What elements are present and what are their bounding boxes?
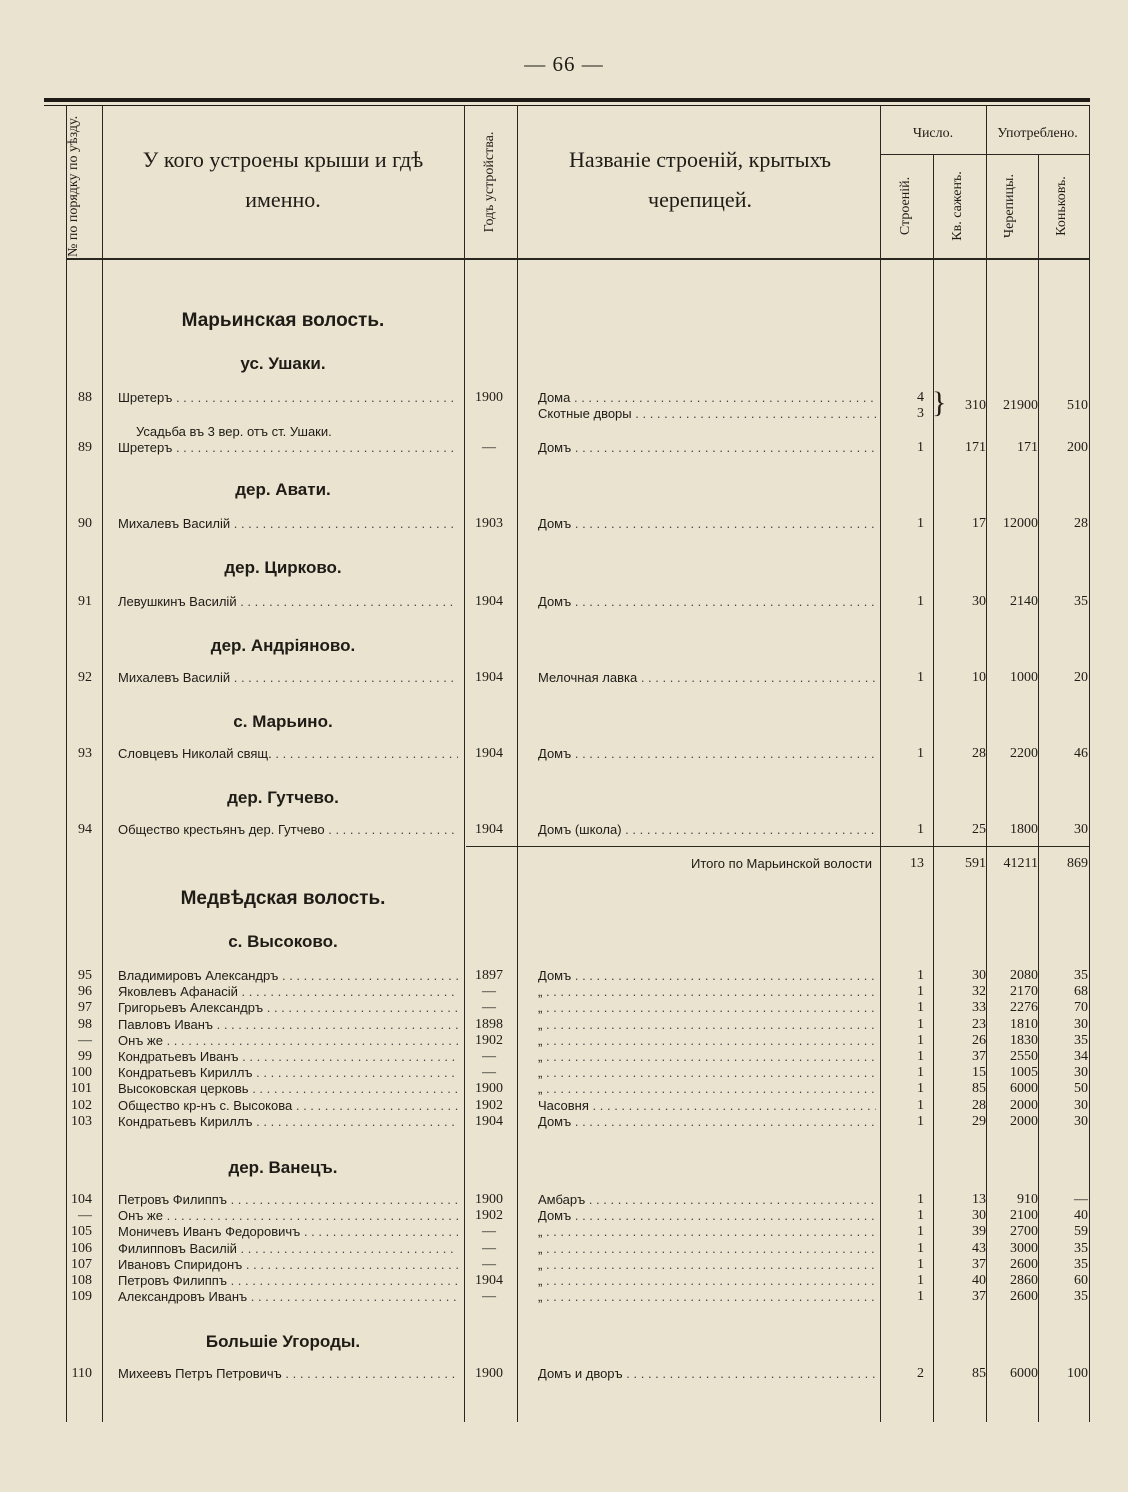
row-name: Кондратьевъ Кириллъ . . . [118,1065,458,1080]
row-count: 1 [917,1208,924,1224]
row-tiles: 2600 [1010,1256,1038,1272]
row-no: 107 [71,1256,92,1272]
row-no: 100 [71,1065,92,1081]
row-year: — [482,1289,496,1305]
row-count: 1 [917,1289,924,1305]
row-sq: 43 [972,1240,986,1256]
row-sq: 39 [972,1224,986,1240]
row-name: Петровъ Филиппъ . . . [118,1192,458,1207]
row-no: 110 [71,1366,92,1381]
row-tiles: 3000 [1010,1240,1038,1256]
row-ridges: 35 [1074,1240,1088,1256]
row-tiles: 2550 [1010,1049,1038,1064]
row-sq: 85 [972,1366,986,1381]
row-count: 1 [917,1081,924,1097]
row-count: 1 [917,1113,924,1129]
row-year: — [482,1065,496,1081]
row-no: 91 [78,594,92,609]
row-ridges: 59 [1074,1224,1088,1240]
table-row [0,746,1128,762]
row-no: 94 [78,822,92,837]
table-row [0,1017,1128,1033]
table-row [0,440,1128,456]
row-no: 102 [71,1097,92,1113]
row-tiles: 2100 [1010,1208,1038,1224]
row-no: 104 [71,1192,92,1207]
row-no: 92 [78,670,92,685]
row-sq: 37 [972,1256,986,1272]
row-count: 1 [917,746,924,761]
row-building: Скотные дворы . . . [538,406,876,421]
row-sq: 17 [972,516,986,531]
row-count: 1 [917,1224,924,1240]
header-bottom-rule [66,258,1089,260]
row-building: Мелочная лавка . . . [538,670,876,685]
row-building: Домъ . . . [538,516,876,531]
row-name: Михалевъ Василій . . . [118,670,458,685]
header-col-buildings: Строеній. [898,176,913,236]
table-row [0,1065,1128,1081]
row-name: Общество кр-нъ с. Высокова . . . [118,1098,458,1113]
row-name: Павловъ Иванъ . . . [118,1017,458,1032]
row-tiles: 2276 [1010,1000,1038,1016]
row-ridges: 28 [1074,516,1088,531]
row-year: 1904 [475,594,503,609]
row-building: „ . . . [538,1257,876,1272]
row-sq: 37 [972,1049,986,1064]
row-year: 1902 [475,1097,503,1113]
row-ridges: 510 [1067,398,1088,413]
table-row [0,1081,1128,1097]
row-ridges: 35 [1074,594,1088,609]
row-ridges: 35 [1074,1032,1088,1048]
table-row [0,424,1128,440]
row-no: — [78,1208,92,1224]
row-year: 1898 [475,1016,503,1032]
row-count: 1 [917,822,924,837]
row-count: 1 [917,670,924,685]
row-tiles: 2080 [1010,968,1038,983]
table-row [0,1224,1128,1240]
row-no: 103 [71,1113,92,1129]
brace: } [932,386,947,419]
header-col-sq: Кв. саженъ. [950,171,965,241]
row-count: 1 [917,594,924,609]
row-year: 1904 [475,746,503,761]
row-year: 1902 [475,1208,503,1224]
row-ridges: 200 [1067,440,1088,455]
row-building: Домъ . . . [538,440,876,455]
row-tiles: 1830 [1010,1032,1038,1048]
row-count: 1 [917,1240,924,1256]
row-count: 1 [917,1032,924,1048]
table-row [0,1366,1128,1382]
row-tiles: 6000 [1010,1366,1038,1381]
table-row [0,1033,1128,1049]
row-year: 1904 [475,670,503,685]
row-sq: 171 [965,440,986,455]
subsection-title: дер. Авати. [235,480,331,499]
row-count: 1 [917,1065,924,1081]
table-row [0,1000,1128,1016]
table-row [0,1192,1128,1208]
row-building: Часовня . . . [538,1098,876,1113]
row-tiles: 2200 [1010,746,1038,761]
row-count: 1 [917,1000,924,1016]
header-col-building: Названіе строеній, крытыхъ черепицей. [568,147,832,212]
row-year: — [482,1240,496,1256]
row-no: — [78,1032,92,1048]
row-year: 1902 [475,1032,503,1048]
row-name: Словцевъ Николай свящ. . . . [118,746,458,761]
row-ridges: 30 [1074,1065,1088,1081]
subsection-title: с. Высоково. [228,932,338,951]
row-no: 98 [78,1016,92,1032]
row-building: „ . . . [538,1273,876,1288]
row-sq: 32 [972,984,986,1000]
table-row [0,406,1128,422]
table-row [0,1257,1128,1273]
row-building: Дома . . . [538,390,876,405]
row-building: Домъ . . . [538,594,876,609]
row-year: 1900 [475,1192,503,1207]
row-count: 1 [917,1256,924,1272]
header-group-used: Употреблено. [997,126,1078,141]
row-tiles: 21900 [1003,398,1038,413]
row-ridges: 68 [1074,984,1088,1000]
row-name: Шретеръ . . . [118,440,458,455]
row-no: 109 [71,1289,92,1305]
page-number: — 66 — [524,52,604,76]
row-sq: 25 [972,822,986,837]
row-no: 97 [78,1000,92,1016]
row-sq: 15 [972,1065,986,1081]
row-building: Амбаръ . . . [538,1192,876,1207]
row-tiles: 2140 [1010,594,1038,609]
row-no: 106 [71,1240,92,1256]
row-building: „ . . . [538,1241,876,1256]
row-ridges: 35 [1074,968,1088,983]
row-no: 95 [78,968,92,983]
row-year: — [482,984,496,1000]
table-row [0,516,1128,532]
row-name: Ивановъ Спиридонъ . . . [118,1257,458,1272]
header-col-owner: У кого устроены крыши и гдѣ именно. [142,147,424,212]
row-sq: 30 [972,594,986,609]
row-name: Моничевъ Иванъ Федоровичъ . . . [118,1224,458,1239]
row-count: 1 [917,984,924,1000]
row-year: 1900 [475,1081,503,1097]
row-building: „ . . . [538,1000,876,1015]
row-count: 3 [917,406,924,421]
table-row [0,670,1128,686]
row-building: Домъ . . . [538,1114,876,1129]
table-row [0,390,1128,413]
top-rule [44,98,1090,102]
row-name: Михеевъ Петръ Петровичъ . . . [118,1366,458,1381]
row-sq: 28 [972,746,986,761]
row-no: 108 [71,1273,92,1288]
row-building: Домъ и дворъ . . . [538,1366,876,1381]
row-ridges: 50 [1074,1081,1088,1097]
row-name: Александровъ Иванъ . . . [118,1289,458,1304]
row-building: Домъ . . . [538,968,876,983]
table-row [0,594,1128,610]
subsection-title: дер. Андріяново. [210,636,356,655]
row-sq: 26 [972,1032,986,1048]
subsection-title: с. Марьино. [233,712,333,731]
row-sq: 30 [972,968,986,983]
row-no: 89 [78,440,92,455]
subsection-title: Большіе Угороды. [205,1332,361,1351]
subsection-title: дер. Ванецъ. [228,1158,338,1177]
row-count: 2 [917,1366,924,1381]
row-name: Кондратьевъ Иванъ . . . [118,1049,458,1064]
row-building: „ . . . [538,1081,876,1096]
row-name: Онъ же . . . [118,1033,458,1048]
row-tiles: 2600 [1010,1289,1038,1305]
table-row [0,968,1128,984]
row-count: 1 [917,1049,924,1064]
total-count: 13 [910,856,924,871]
row-no: 101 [71,1081,92,1097]
row-name: Яковлевъ Афанасій . . . [118,984,458,999]
row-ridges: — [1074,1192,1088,1207]
row-building: Домъ (школа) . . . [538,822,876,837]
row-tiles: 1000 [1010,670,1038,685]
total-rule [466,846,1089,847]
row-year: 1900 [475,390,503,405]
row-name: Шретеръ . . . [118,390,458,405]
row-name: Михалевъ Василій . . . [118,516,458,531]
row-name: Петровъ Филиппъ . . . [118,1273,458,1288]
row-year: — [482,1224,496,1240]
total-sq: 591 [965,856,986,871]
header-subrule [880,154,1089,155]
row-ridges: 60 [1074,1273,1088,1288]
row-name: Онъ же . . . [118,1208,458,1223]
top-rule-thin [44,105,1090,106]
row-year: 1903 [475,516,503,531]
row-tiles: 171 [1017,440,1038,455]
header-group-number: Число. [912,126,954,141]
row-year: — [482,1049,496,1064]
row-ridges: 34 [1074,1049,1088,1064]
subsection-title: дер. Гутчево. [227,788,339,807]
total-label: Итого по Марьинской волости [690,856,872,871]
row-name: Григорьевъ Александръ . . . [118,1000,458,1015]
row-sq: 37 [972,1289,986,1305]
row-ridges: 20 [1074,670,1088,685]
table-row [0,822,1128,838]
row-building: „ . . . [538,1033,876,1048]
row-year: 1904 [475,822,503,837]
row-sq: 23 [972,1016,986,1032]
row-building: Домъ . . . [538,746,876,761]
row-count: 1 [917,440,924,455]
row-sq: 85 [972,1081,986,1097]
row-count: 1 [917,1016,924,1032]
row-ridges: 35 [1074,1289,1088,1305]
row-year: 1897 [475,968,503,983]
row-name: Владимировъ Александръ . . . [118,968,458,983]
row-ridges: 30 [1074,1097,1088,1113]
row-sq: 30 [972,1208,986,1224]
row-building: „ . . . [538,1289,876,1304]
table-row [0,1289,1128,1305]
row-count: 4 [917,390,924,405]
row-ridges: 30 [1074,1113,1088,1129]
row-building: „ . . . [538,1049,876,1064]
row-tiles: 2170 [1010,984,1038,1000]
section-title: Марьинская волость. [181,310,385,331]
section-title: Медвѣдская волость. [180,888,386,909]
row-count: 1 [917,968,924,983]
row-count: 1 [917,1273,924,1288]
row-name: Общество крестьянъ дер. Гутчево . . . [118,822,458,837]
table-row [0,984,1128,1000]
row-ridges: 46 [1074,746,1088,761]
table-row [0,1049,1128,1065]
row-ridges: 30 [1074,1016,1088,1032]
row-count: 1 [917,1097,924,1113]
row-name: Филипповъ Василій . . . [118,1241,458,1256]
total-ridges: 869 [1067,856,1088,871]
row-tiles: 2700 [1010,1224,1038,1240]
header-col-no: № по порядку по уѣзду. [66,115,81,257]
row-no: 88 [78,390,92,405]
row-note: Усадьба въ 3 вер. отъ ст. Ушаки. [136,424,332,439]
row-year: 1900 [475,1366,503,1381]
row-building: Домъ . . . [538,1208,876,1223]
row-sq: 29 [972,1113,986,1129]
table-row [0,1208,1128,1224]
row-sq: 28 [972,1097,986,1113]
row-tiles: 1810 [1010,1016,1038,1032]
table-row [0,1273,1128,1289]
row-tiles: 910 [1017,1192,1038,1207]
row-year: — [482,440,496,455]
row-name: Левушкинъ Василій . . . [118,594,458,609]
header-col-year: Годъ устройства. [482,131,497,233]
row-tiles: 12000 [1003,516,1038,531]
row-name: Кондратьевъ Кириллъ . . . [118,1114,458,1129]
row-sq: 13 [972,1192,986,1207]
table-row [0,1098,1128,1114]
row-building: „ . . . [538,1224,876,1239]
row-tiles: 1005 [1010,1065,1038,1081]
row-no: 93 [78,746,92,761]
subsection-title: дер. Цирково. [224,558,342,577]
header-col-tiles: Черепицы. [1002,174,1017,238]
total-row [0,856,1128,872]
row-tiles: 6000 [1010,1081,1038,1097]
row-sq: 33 [972,1000,986,1016]
row-count: 1 [917,516,924,531]
row-building: „ . . . [538,1065,876,1080]
header-col-ridges: Коньковъ. [1054,176,1069,236]
row-year: 1904 [475,1273,503,1288]
row-no: 99 [78,1049,92,1064]
row-tiles: 2860 [1010,1273,1038,1288]
row-tiles: 1800 [1010,822,1038,837]
row-building: „ . . . [538,1017,876,1032]
row-name: Высоковская церковь . . . [118,1081,458,1096]
row-building: „ . . . [538,984,876,999]
row-no: 105 [71,1224,92,1240]
row-ridges: 100 [1067,1366,1088,1381]
row-no: 90 [78,516,92,531]
row-year: — [482,1000,496,1016]
row-ridges: 30 [1074,822,1088,837]
subsection-title: ус. Ушаки. [240,354,326,373]
row-ridges: 70 [1074,1000,1088,1016]
total-tiles: 41211 [1003,856,1038,871]
table-row [0,1114,1128,1130]
row-tiles: 2000 [1010,1113,1038,1129]
row-ridges: 40 [1074,1208,1088,1224]
row-sq: 310 [965,398,986,413]
row-sq: 40 [972,1273,986,1288]
row-no: 96 [78,984,92,1000]
row-ridges: 35 [1074,1256,1088,1272]
table-row [0,1241,1128,1257]
row-sq: 10 [972,670,986,685]
row-tiles: 2000 [1010,1097,1038,1113]
row-count: 1 [917,1192,924,1207]
row-year: — [482,1256,496,1272]
row-year: 1904 [475,1113,503,1129]
